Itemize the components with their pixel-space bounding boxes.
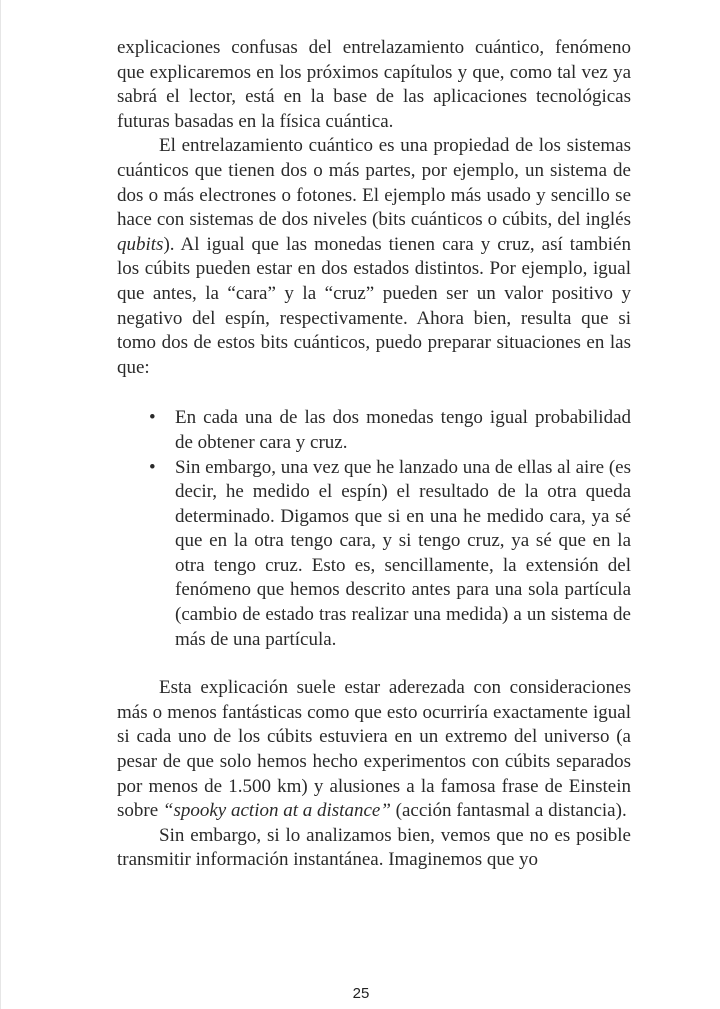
page-number: 25 <box>352 985 370 1002</box>
paragraph-text: El entrelazamiento cuántico es una propiedad de los sistemas cuánticos que tienen dos o más partes, por ejemplo, un sistema de dos o más electrones o fotones. El ejemplo más usado y sencillo se hace con sistemas de dos niveles (bits cuánticos o cúbits, del inglés <box>117 135 631 231</box>
paragraph-entanglement-definition <box>117 134 631 380</box>
list-item <box>149 456 631 653</box>
paragraph-text: Esta explicación suele estar aderezada con consideraciones más o menos fantásticas como que esto ocurriría exactamente igual si cada uno de los cúbits estuviera en un extremo del universo (a pesar de que solo hemos hecho experimentos con cúbits separados por menos de 1.500 km) y alusiones a la famosa frase de Einstein sobre <box>117 677 631 822</box>
bullet-icon: • <box>149 456 156 478</box>
list-item-text: En cada una de las dos monedas tengo igual probabilidad de obtener cara y cruz. <box>175 407 631 453</box>
body-text <box>117 36 631 873</box>
paragraph-text: (acción fantasmal a distancia). <box>390 800 627 822</box>
paragraph-text: Sin embargo, si lo analizamos bien, vemos que no es posible transmitir información instantánea. Imaginemos que yo <box>117 824 631 871</box>
list-item <box>149 406 631 455</box>
bullet-list <box>117 406 631 652</box>
italic-quote-spooky-action: “spooky action at a distance” <box>162 800 391 822</box>
bullet-icon: • <box>149 407 156 429</box>
italic-term-qubits: qubits <box>117 233 164 255</box>
paragraph-text: ). Al igual que las monedas tienen cara y cruz, así también los cúbits pueden estar en dos estados distintos. Por ejemplo, igual que antes, la “cara” y la “cruz” pueden ser un valor positivo y negativo del espín, respectivamente. Ahora bien, resulta que si tomo dos de estos bits cuánticos, puedo preparar situaciones en las que: <box>117 233 631 378</box>
paragraph-explanation <box>117 676 631 824</box>
list-item-text: Sin embargo, una vez que he lanzado una de ellas al aire (es decir, he medido el espín) el resultado de la otra queda determinado. Digamos que si en una he medido cara, ya sé que en la otra tengo cara, y si tengo cruz, ya sé que en la otra tengo cruz. Esto es, sencillamente, la extensión del fenómeno que hemos descrito antes para una sola partícula (cambio de estado tras realizar una medida) a un sistema de más de una partícula. <box>175 456 631 650</box>
paragraph-no-instant-information <box>117 824 631 873</box>
paragraph-continuation <box>117 36 631 134</box>
paragraph-text: explicaciones confusas del entrelazamiento cuántico, fenómeno que explicaremos en los próximos capítulos y que, como tal vez ya sabrá el lector, está en la base de las aplicaciones tecnológicas futuras basadas en la física cuántica. <box>117 37 631 132</box>
